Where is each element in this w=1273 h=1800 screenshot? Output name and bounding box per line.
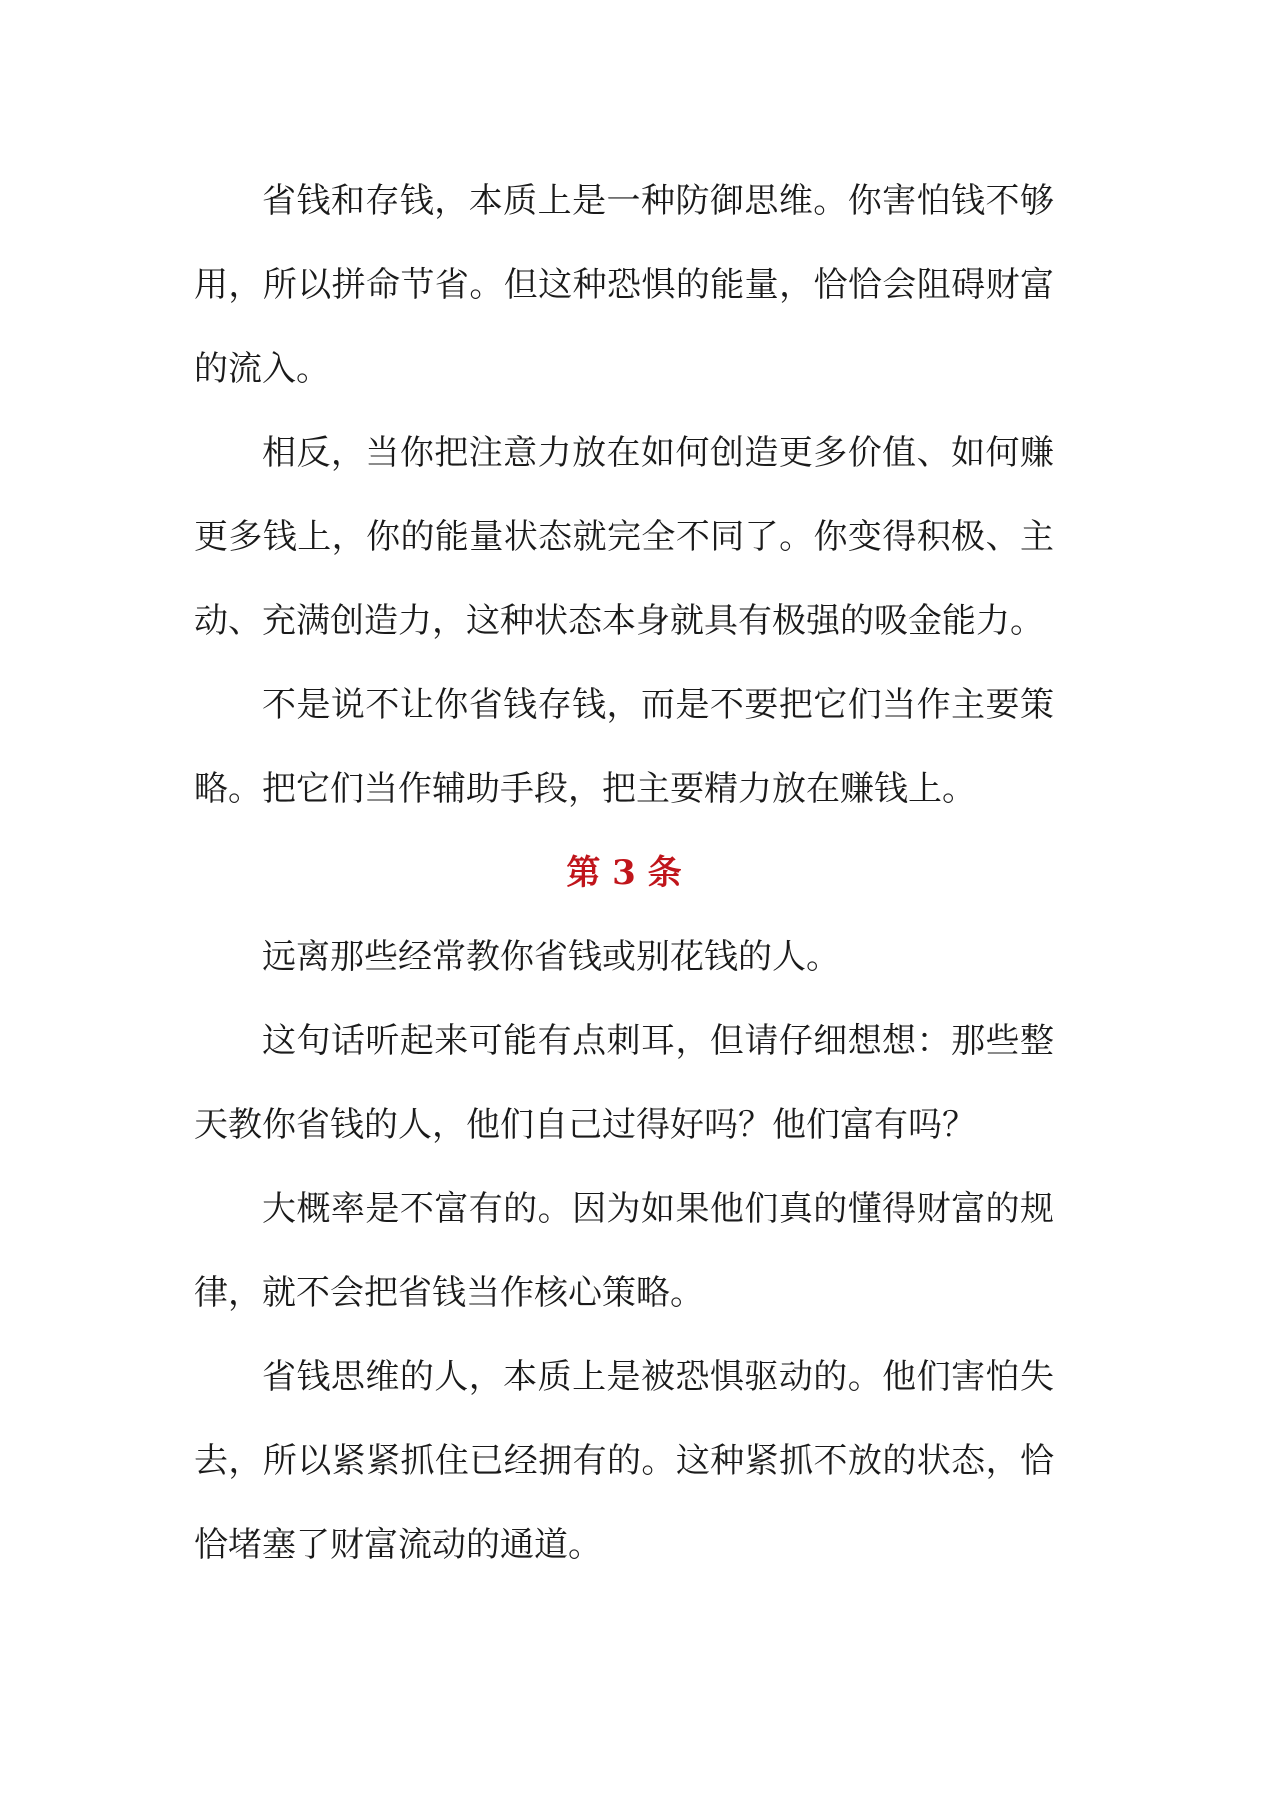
paragraph: 省钱思维的人，本质上是被恐惧驱动的。他们害怕失去，所以紧紧抓住已经拥有的。这种紧抓不放的状态，恰恰堵塞了财富流动的通道。 (194, 1357, 1054, 1565)
paragraph: 相反，当你把注意力放在如何创造更多价值、如何赚更多钱上，你的能量状态就完全不同了。你变得积极、主动、充满创造力，这种状态本身就具有极强的吸金能力。 (194, 433, 1054, 641)
paragraph: 这句话听起来可能有点刺耳，但请仔细想想：那些整天教你省钱的人，他们自己过得好吗？他们富有吗？ (194, 1021, 1054, 1145)
section-heading: 第 3 条 (566, 853, 682, 893)
paragraph: 远离那些经常教你省钱或别花钱的人。 (262, 937, 840, 977)
paragraph: 大概率是不富有的。因为如果他们真的懂得财富的规律，就不会把省钱当作核心策略。 (194, 1189, 1054, 1313)
paragraph: 不是说不让你省钱存钱，而是不要把它们当作主要策略。把它们当作辅助手段，把主要精力放在赚钱上。 (194, 685, 1054, 809)
paragraph: 省钱和存钱，本质上是一种防御思维。你害怕钱不够用，所以拼命节省。但这种恐惧的能量，恰恰会阻碍财富的流入。 (194, 181, 1054, 389)
document-body (194, 159, 1054, 1587)
